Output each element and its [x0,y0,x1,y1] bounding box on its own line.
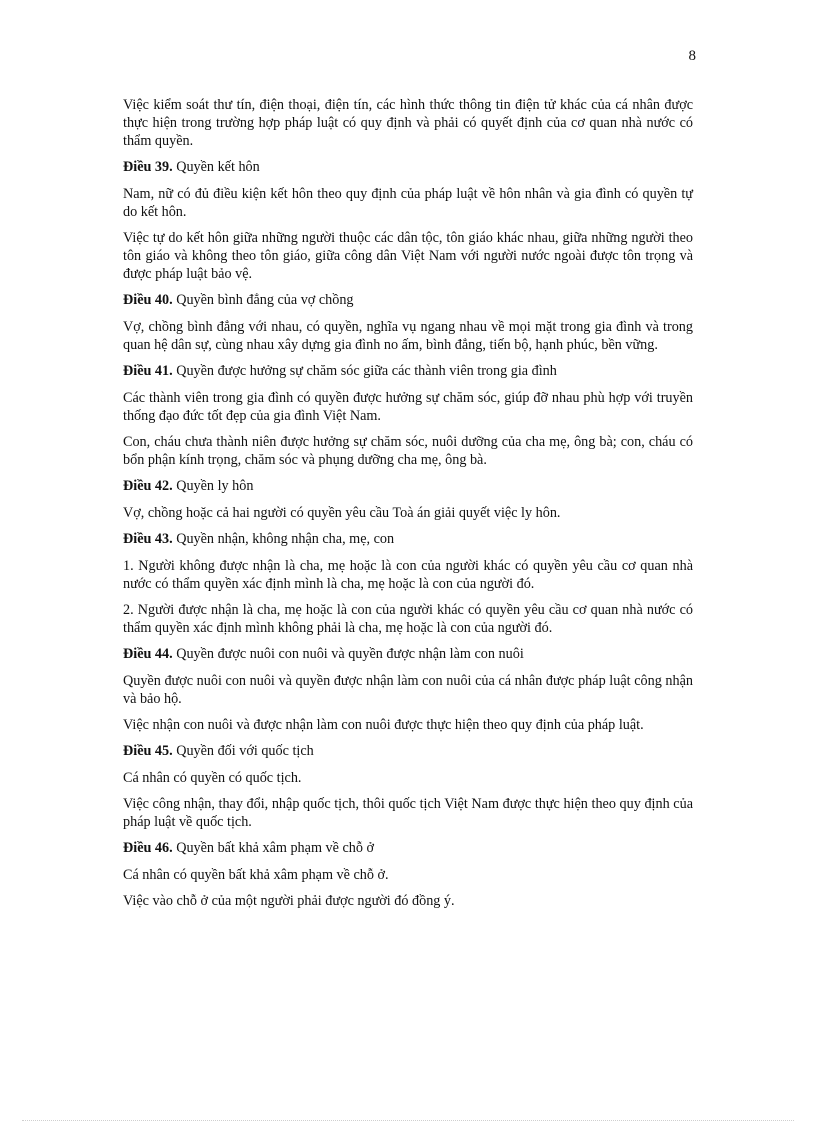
article-number: Điều 39. [123,159,173,175]
article-number: Điều 45. [123,743,173,759]
article-number: Điều 44. [123,646,173,662]
article-heading-44 [123,645,693,663]
article-title: Quyền ly hôn [176,478,254,494]
body-paragraph: Việc nhận con nuôi và được nhận làm con nuôi được thực hiện theo quy định của pháp luật. [123,717,644,733]
article-title: Quyền kết hôn [176,159,260,175]
body-paragraph: 2. Người được nhận là cha, mẹ hoặc là con của người khác có quyền yêu cầu cơ quan nhà nước có thẩm quyền xác định mình không phải là cha, mẹ hoặc là con của người đó. [123,602,693,636]
body-paragraph: Nam, nữ có đủ điều kiện kết hôn theo quy định của pháp luật về hôn nhân và gia đình có quyền tự do kết hôn. [123,186,693,220]
body-paragraph: Cá nhân có quyền có quốc tịch. [123,770,302,786]
article-heading-40 [123,291,693,309]
article-number: Điều 43. [123,531,173,547]
article-heading-46 [123,839,693,857]
body-paragraph: 1. Người không được nhận là cha, mẹ hoặc là con của người khác có quyền yêu cầu cơ quan nhà nước có thẩm quyền xác định mình là cha, mẹ hoặc là con của người đó. [123,558,693,592]
article-heading-45 [123,742,693,760]
article-heading-43 [123,530,693,548]
article-title: Quyền được nuôi con nuôi và quyền được nhận làm con nuôi [176,646,524,662]
article-title: Quyền bất khả xâm phạm về chỗ ở [176,840,374,856]
article-title: Quyền đối với quốc tịch [176,743,314,759]
body-paragraph: Quyền được nuôi con nuôi và quyền được nhận làm con nuôi của cá nhân được pháp luật công nhận và bảo hộ. [123,673,693,707]
body-paragraph: Vợ, chồng bình đẳng với nhau, có quyền, nghĩa vụ ngang nhau về mọi mặt trong gia đình và trong quan hệ dân sự, cùng nhau xây dựng gia đình no ấm, bình đẳng, tiến bộ, hạnh phúc, bền vững. [123,319,693,353]
article-number: Điều 46. [123,840,173,856]
article-title: Quyền được hưởng sự chăm sóc giữa các thành viên trong gia đình [176,363,557,379]
body-paragraph: Việc vào chỗ ở của một người phải được người đó đồng ý. [123,893,455,909]
article-title: Quyền bình đẳng của vợ chồng [176,292,354,308]
body-paragraph: Các thành viên trong gia đình có quyền được hưởng sự chăm sóc, giúp đỡ nhau phù hợp với truyền thống đạo đức tốt đẹp của gia đình Việt Nam. [123,390,693,424]
body-paragraph: Việc tự do kết hôn giữa những người thuộc các dân tộc, tôn giáo khác nhau, giữa những người theo tôn giáo và không theo tôn giáo, giữa công dân Việt Nam với người nước ngoài được tôn trọng và được pháp luật bảo vệ. [123,230,693,282]
body-paragraph: Cá nhân có quyền bất khả xâm phạm về chỗ ở. [123,867,389,883]
article-number: Điều 40. [123,292,173,308]
page-bottom-divider [22,1120,794,1121]
body-paragraph: Con, cháu chưa thành niên được hưởng sự chăm sóc, nuôi dưỡng của cha mẹ, ông bà; con, cháu có bổn phận kính trọng, chăm sóc và phụng dưỡng cha mẹ, ông bà. [123,434,693,468]
article-heading-39 [123,158,693,176]
article-heading-42 [123,477,693,495]
body-paragraph: Vợ, chồng hoặc cả hai người có quyền yêu cầu Toà án giải quyết việc ly hôn. [123,505,561,521]
document-body [123,96,693,918]
article-number: Điều 41. [123,363,173,379]
article-number: Điều 42. [123,478,173,494]
body-paragraph: Việc kiểm soát thư tín, điện thoại, điện tín, các hình thức thông tin điện tử khác của cá nhân được thực hiện trong trường hợp pháp luật có quy định và phải có quyết định của cơ quan nhà nước có thẩm quyền. [123,97,693,149]
page-number: 8 [688,48,696,64]
article-heading-41 [123,362,693,380]
body-paragraph: Việc công nhận, thay đổi, nhập quốc tịch, thôi quốc tịch Việt Nam được thực hiện theo quy định của pháp luật về quốc tịch. [123,796,693,830]
article-title: Quyền nhận, không nhận cha, mẹ, con [176,531,395,547]
